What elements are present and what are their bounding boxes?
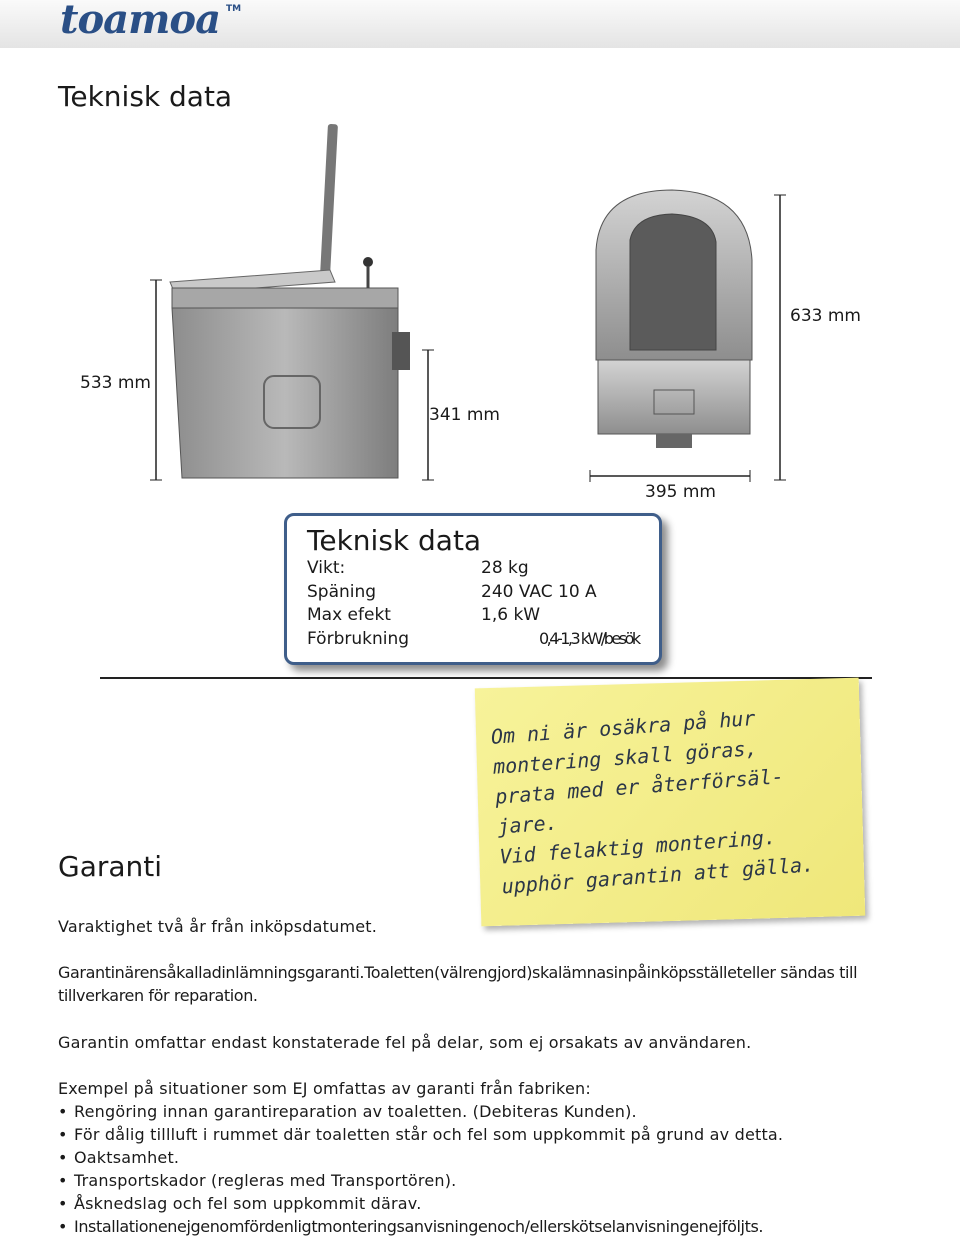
warranty-duration-text: Varaktighet två år från inköpsdatumet. <box>58 917 378 936</box>
section-divider <box>100 677 872 679</box>
list-item: • Rengöring innan garantireparation av toaletten. (Debiteras Kunden). <box>58 1100 938 1123</box>
trademark-mark: TM <box>226 4 242 14</box>
front-view <box>590 190 786 482</box>
warranty-scope-text: Garantin omfattar endast konstaterade fel på delar, som ej orsakats av användaren. <box>58 1033 752 1052</box>
spec-row-max-power <box>307 605 647 627</box>
spec-label: Vikt: <box>307 558 346 578</box>
spec-value: 1,6 kW <box>481 605 541 625</box>
dimension-depth-seat: 341 mm <box>429 405 500 425</box>
spec-value: 0,4-1,3 kW/besök <box>539 629 639 648</box>
list-item: • Oaktsamhet. <box>58 1146 938 1169</box>
spec-value: 240 VAC 10 A <box>481 582 597 602</box>
spec-label: Späning <box>307 582 377 602</box>
spec-box <box>284 513 662 665</box>
dimension-height-front: 633 mm <box>790 306 861 326</box>
section-heading-garanti: Garanti <box>58 850 163 883</box>
page-title: Teknisk data <box>58 80 233 113</box>
list-item: • Åsknedslag och fel som uppkommit därav. <box>58 1192 938 1215</box>
spec-row-voltage <box>307 582 647 604</box>
dimension-height-side: 533 mm <box>80 373 151 393</box>
sticky-note <box>475 678 865 927</box>
list-item: • Installationenejgenomfördenligtmonteringsanvisningenoch/ellerskötselanvisningenejföljts. <box>58 1215 938 1238</box>
list-item: • För dålig tillluft i rummet där toaletten står och fel som uppkommit på grund av detta. <box>58 1123 938 1146</box>
spec-label: Max efekt <box>307 605 391 625</box>
spec-box-title: Teknisk data <box>307 524 482 557</box>
exclusions-list <box>58 1100 938 1238</box>
sticky-note-text: Om ni är osäkra på hur montering skall göras, prata med er återförsäl- jare. Vid felaktig montering. upphör garantin att gälla. <box>490 705 815 899</box>
exclusions-intro-text: Exempel på situationer som EJ omfattas av garanti från fabriken: <box>58 1079 591 1098</box>
brand-logo: toamoa <box>60 0 220 43</box>
warranty-submission-text: Garantinärensåkalladinlämningsgaranti.Toaletten(välrengjord)skalämnasinpåinköpsställeteller sändas till tillverkaren för reparation. <box>58 963 858 1005</box>
spec-row-weight <box>307 558 647 580</box>
dimension-width-front: 395 mm <box>645 482 716 502</box>
spec-value: 28 kg <box>481 558 529 578</box>
side-view <box>150 124 434 480</box>
list-item: • Transportskador (regleras med Transportören). <box>58 1169 938 1192</box>
spec-row-consumption <box>307 629 647 651</box>
spec-label: Förbrukning <box>307 629 410 649</box>
